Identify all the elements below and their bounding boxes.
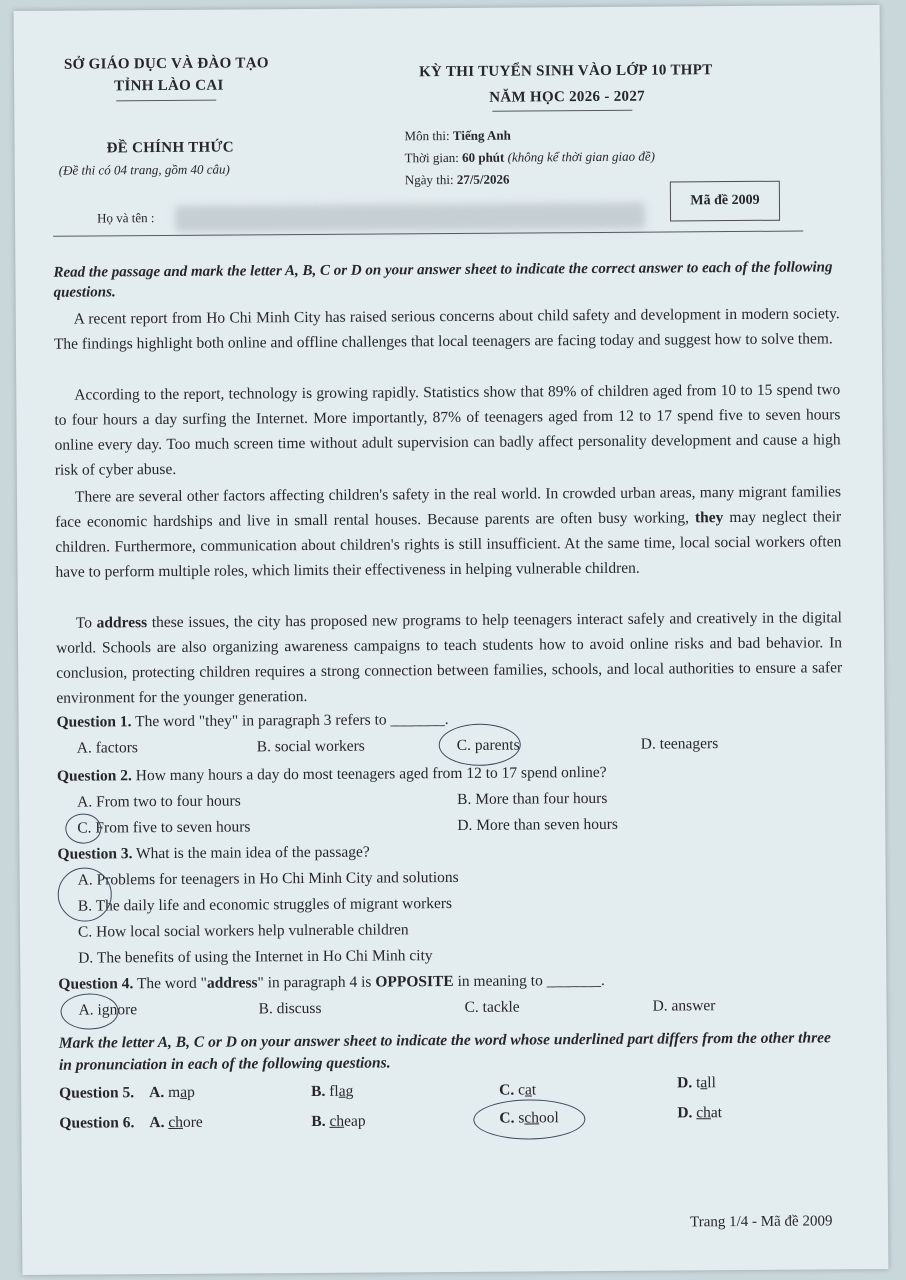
q4-option-c[interactable]: C. tackle bbox=[464, 998, 520, 1016]
subject-label: Môn thi: bbox=[404, 127, 453, 144]
q3-option-b[interactable]: B. The daily life and economic struggles of migrant workers bbox=[77, 894, 453, 915]
q6-option-b[interactable]: B. cheap bbox=[311, 1112, 366, 1130]
q6-option-c[interactable]: C. school bbox=[499, 1109, 559, 1127]
date-value: 27/5/2026 bbox=[456, 171, 510, 187]
school-year: NĂM HỌC 2026 - 2027 bbox=[489, 88, 645, 106]
q3-option-c[interactable]: C. How local social workers help vulnerable children bbox=[77, 921, 409, 941]
q2-option-a[interactable]: A. From two to four hours bbox=[77, 792, 241, 811]
province-underline bbox=[116, 100, 216, 102]
answer-circle-q2 bbox=[65, 813, 101, 843]
q3-option-d[interactable]: D. The benefits of using the Internet in Ho Chi Minh city bbox=[78, 947, 433, 967]
school-year-underline bbox=[492, 110, 632, 112]
pages-note: (Đề thi có 04 trang, gồm 40 câu) bbox=[58, 161, 230, 178]
time-note: (không kể thời gian giao đề) bbox=[504, 148, 656, 165]
page-footer: Trang 1/4 - Mã đề 2009 bbox=[690, 1213, 833, 1231]
q2-option-b[interactable]: B. More than four hours bbox=[457, 789, 608, 808]
answer-circle-q1 bbox=[439, 724, 521, 767]
passage-paragraph-1: A recent report from Ho Chi Minh City has raised serious concerns about child safety and development in modern society. The findings highlight both online and offline challenges that local teenagers are facing today and suggest how to solve them. bbox=[53, 305, 840, 353]
time-line bbox=[405, 149, 655, 167]
exam-title: KỲ THI TUYỂN SINH VÀO LỚP 10 THPT bbox=[418, 62, 713, 81]
pronunciation-instruction: Mark the letter A, B, C or D on your answer sheet to indicate the word whose underlined part differs from the other three in pronunciation in each of the following questions. bbox=[58, 1029, 831, 1074]
question-5: Question 5. bbox=[59, 1084, 135, 1102]
subject-line bbox=[404, 128, 510, 145]
q1-option-d[interactable]: D. teenagers bbox=[640, 735, 719, 753]
q5-option-d[interactable]: D. tall bbox=[677, 1074, 716, 1092]
passage-paragraph-4: To address these issues, the city has proposed new programs to help teenagers interact safely and creatively in the digital world. Schools are also organizing awareness campaigns to teach students how to avoid online risks and bad behavior. In conclusion, protecting children requires a strong connection between families, schools, and local authorities to ensure a safer environment for the younger generation. bbox=[55, 609, 843, 707]
q4-option-d[interactable]: D. answer bbox=[652, 997, 716, 1015]
question-6: Question 6. bbox=[59, 1114, 135, 1132]
question-2: Question 2. How many hours a day do most teenagers aged from 12 to 17 spend online? bbox=[56, 763, 607, 785]
question-3: Question 3. What is the main idea of the passage? bbox=[57, 843, 370, 863]
q6-option-d[interactable]: D. chat bbox=[677, 1104, 723, 1122]
q6-option-a[interactable]: A. chore bbox=[149, 1113, 203, 1132]
answer-circle-q6 bbox=[473, 1099, 585, 1140]
exam-sheet bbox=[14, 5, 889, 1275]
question-1: Question 1. The word "they" in paragraph 3 refers to _______. bbox=[56, 711, 449, 731]
answer-circle-q4 bbox=[60, 993, 118, 1029]
highlight-they: they bbox=[694, 509, 724, 527]
q4-option-b[interactable]: B. discuss bbox=[258, 999, 322, 1018]
q2-option-d[interactable]: D. More than seven hours bbox=[457, 815, 618, 834]
department-name: SỞ GIÁO DỤC VÀ ĐÀO TẠO bbox=[63, 55, 269, 73]
header-divider bbox=[53, 231, 803, 237]
time-label: Thời gian: bbox=[404, 149, 463, 166]
name-label: Họ và tên : bbox=[96, 210, 155, 226]
official-label: ĐỀ CHÍNH THỨC bbox=[106, 139, 234, 157]
q2-option-c[interactable]: C. From five to seven hours bbox=[77, 818, 251, 837]
exam-code-box: Mã đề 2009 bbox=[670, 181, 780, 222]
subject-value: Tiếng Anh bbox=[452, 127, 511, 143]
date-line bbox=[405, 172, 510, 189]
q3-option-a[interactable]: A. Problems for teenagers in Ho Chi Minh City and solutions bbox=[77, 868, 459, 889]
q4-option-a[interactable]: A. ignore bbox=[78, 1001, 138, 1019]
answer-circle-q3 bbox=[58, 867, 112, 921]
passage-paragraph-3: There are several other factors affecting children's safety in the real world. In crowded urban areas, many migrant families face economic hardships and live in small rental houses. Because parents are often busy working, they may neglect their children. Furthermore, communication about children's rights is still insufficient. At the same time, local social workers often have to perform multiple roles, which limits their effectiveness in helping vulnerable children. bbox=[55, 483, 842, 581]
reading-instruction: Read the passage and mark the letter A, B, C or D on your answer sheet to indicate the correct answer to each of the following questions. bbox=[53, 259, 833, 301]
question-4: Question 4. The word "address" in paragraph 4 is OPPOSITE in meaning to _______. bbox=[58, 971, 605, 993]
q1-option-a[interactable]: A. factors bbox=[76, 739, 138, 757]
q1-option-c[interactable]: C. parents bbox=[456, 736, 520, 754]
highlight-address: address bbox=[96, 614, 148, 632]
province-name: TỈNH LÀO CAI bbox=[114, 77, 224, 95]
passage-paragraph-2: According to the report, technology is growing rapidly. Statistics show that 89% of children aged from 10 to 15 spend two to four hours a day surfing the Internet. More importantly, 87% of teenagers aged from 12 to 17 spend five to seven hours online every day. Too much screen time without adult supervision can badly affect personality development and cause a high risk of cyber abuse. bbox=[54, 381, 841, 479]
q5-option-c[interactable]: C. cat bbox=[499, 1081, 537, 1099]
date-label: Ngày thi: bbox=[404, 171, 457, 188]
q5-option-b[interactable]: B. flag bbox=[311, 1082, 354, 1100]
redacted-name bbox=[175, 203, 645, 232]
time-value: 60 phút bbox=[462, 149, 505, 165]
q1-option-b[interactable]: B. social workers bbox=[256, 737, 365, 756]
q5-option-a[interactable]: A. map bbox=[149, 1083, 195, 1102]
